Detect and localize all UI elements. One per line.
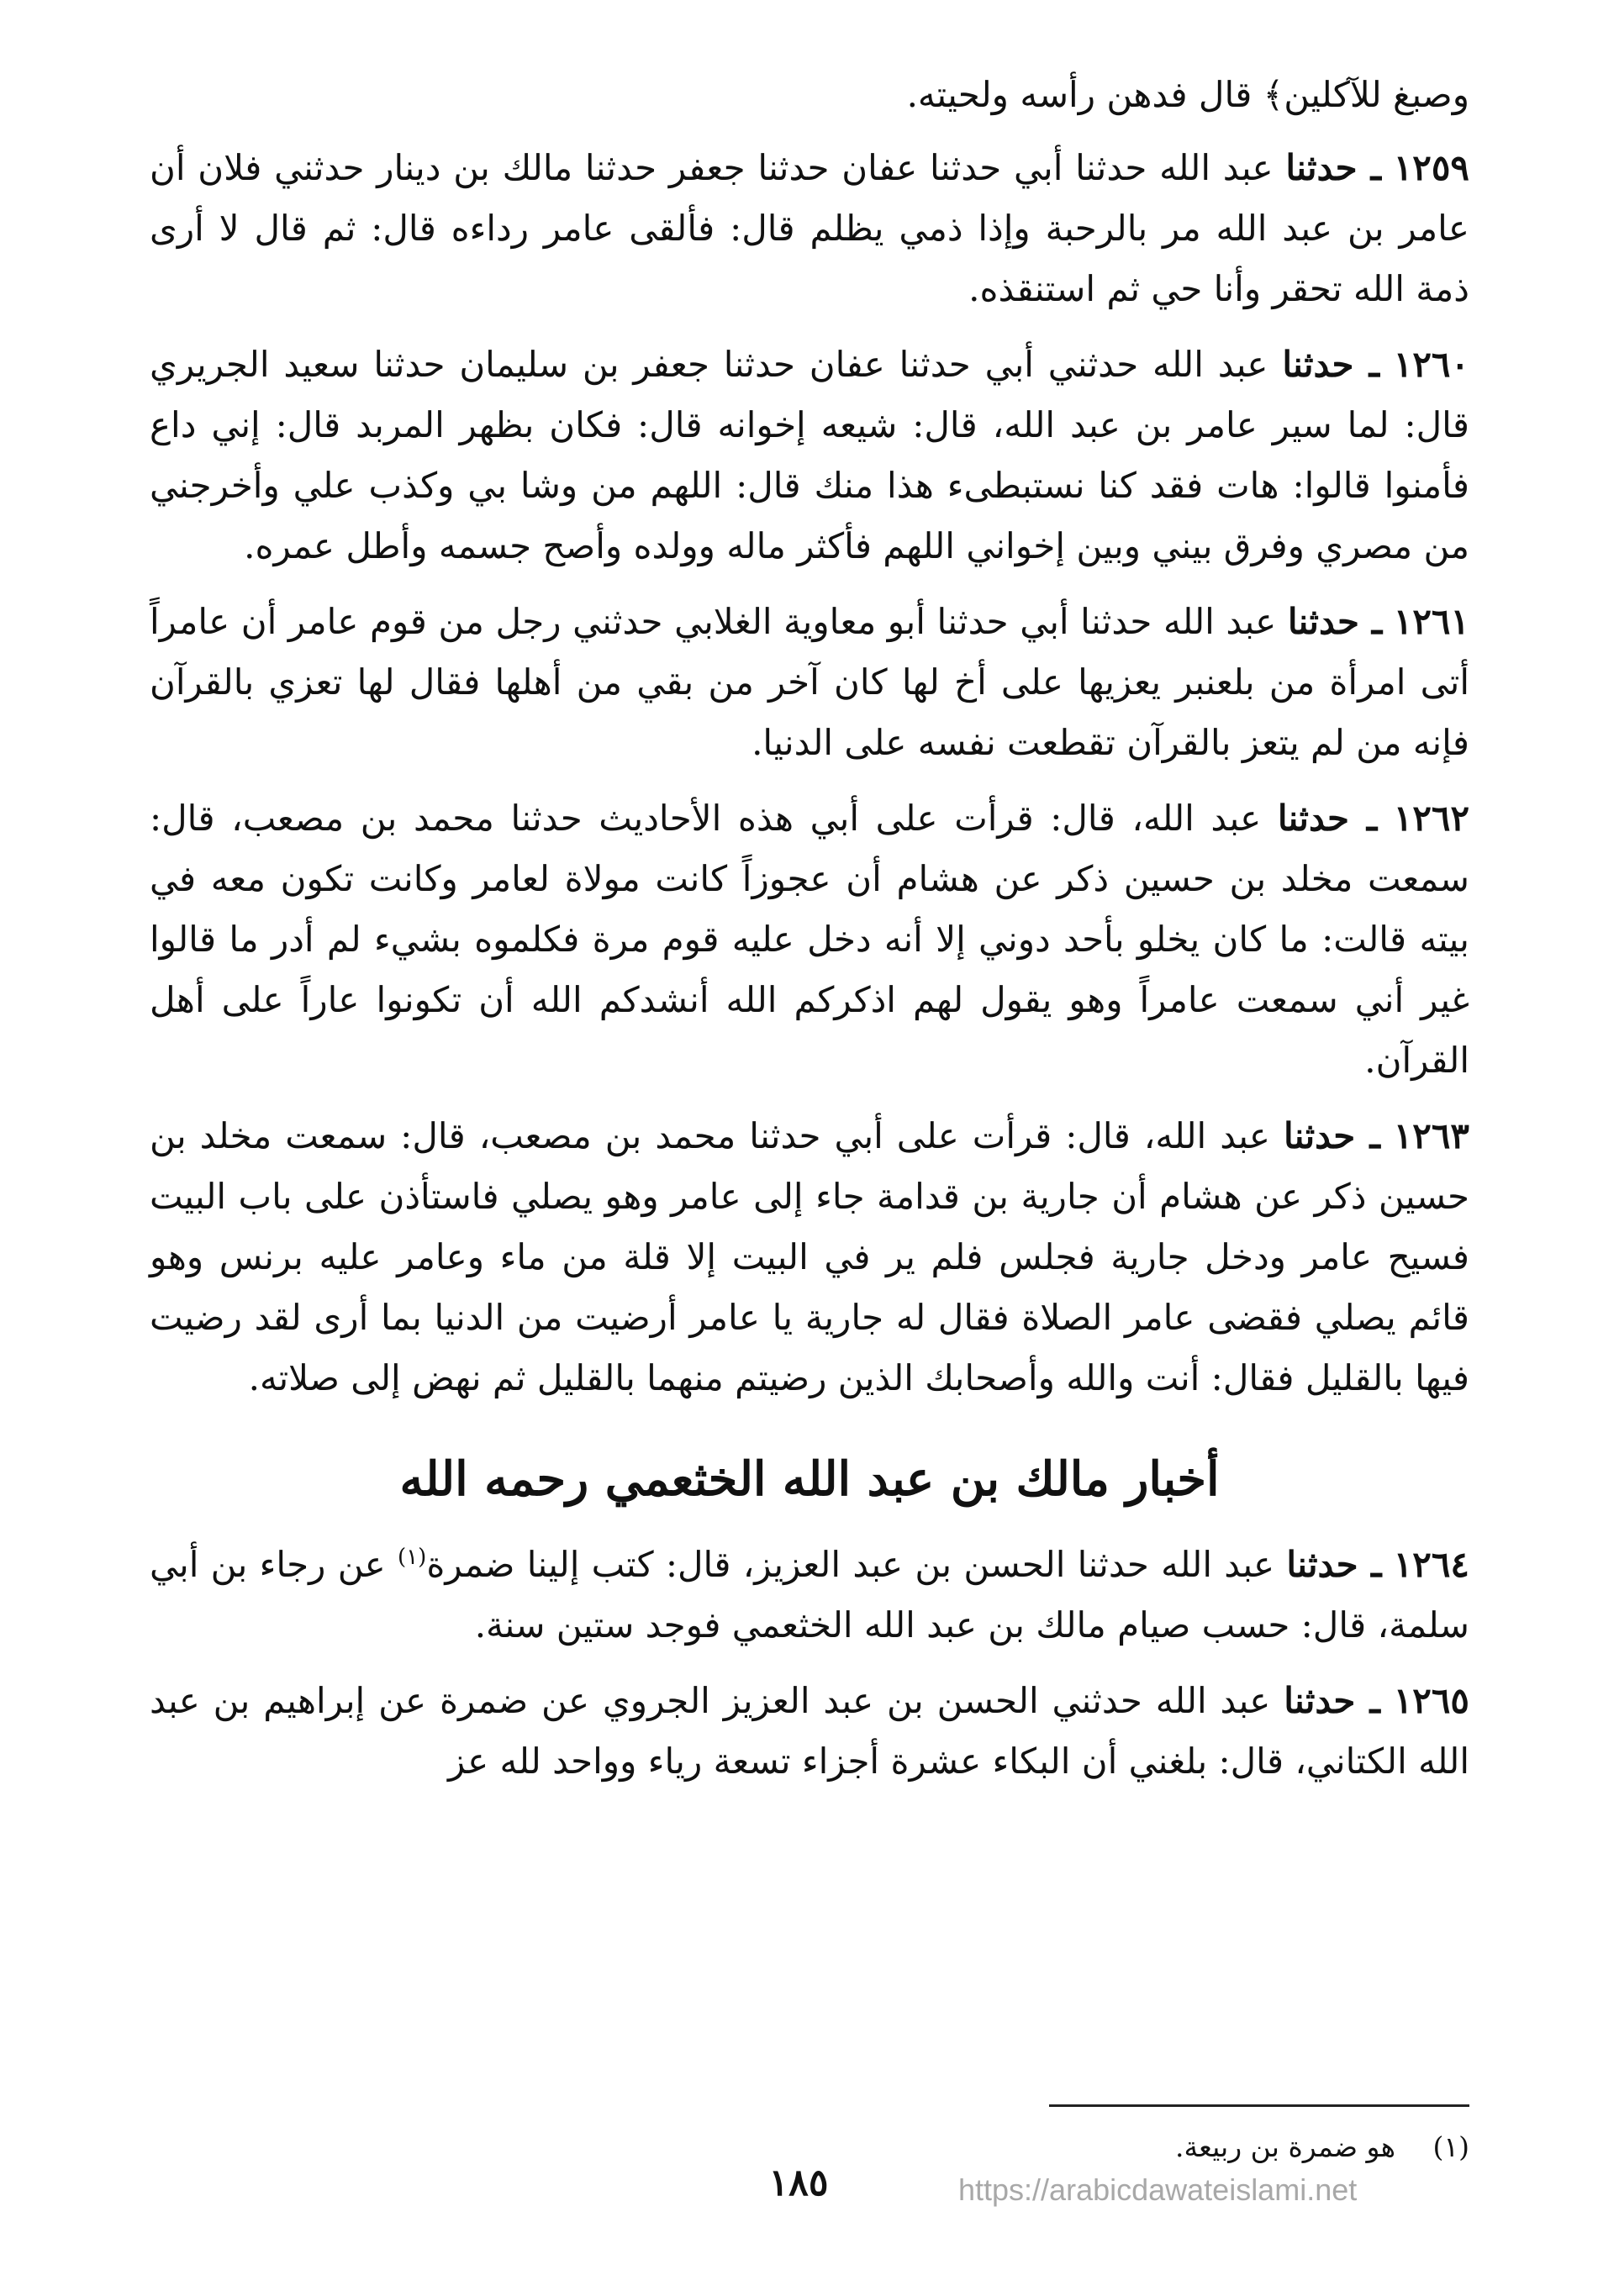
- entry-text: عبد الله، قال: قرأت على أبي حدثنا محمد بن مصعب، قال: سمعت مخلد بن حسين ذكر عن هشام أن جارية بن قدامة جاء إلى عامر وهو يصلي فاستأذن على باب البيت فسيح عامر ودخل جارية فجلس فلم ير في البيت إلا قلة من ماء وعامر عليه برنس وهو قائم يصلي فقضى عامر الصلاة فقال له جارية يا عامر أرضيت من الدنيا بما أرى لقد رضيت فيها بالقليل فقال: أنت والله وأصحابك الذين رضيتم منهما بالقليل ثم نهض إلى صلاته.: [150, 1115, 1469, 1398]
- entry-number: ١٢٦٤: [1393, 1544, 1469, 1585]
- entry-head-word: ـ حدثنا: [1287, 601, 1383, 642]
- entry-head-word: ـ حدثنا: [1286, 1544, 1382, 1585]
- entry-text: عبد الله حدثنا أبي حدثنا عفان حدثنا جعفر حدثنا مالك بن دينار حدثني فلان أن عامر بن عبد الله مر بالرحبة وإذا ذمي يظلم قال: فألقى عامر رداءه قال: ثم قال لا أرى ذمة الله تحقر وأنا حي ثم استنقذه.: [150, 147, 1469, 309]
- page-number: ١٨٥: [768, 2162, 829, 2204]
- entry-head-word: ـ حدثنا: [1277, 798, 1378, 839]
- entry-number: ١٢٦٢: [1393, 798, 1469, 839]
- entry-text: عبد الله حدثنا أبي حدثنا أبو معاوية الغلابي حدثني رجل من قوم عامر أن عامراً أتى امرأة من بلعنبر يعزيها على أخ لها كان آخر من بقي من أهلها فقال لها تعزي بالقرآن فإنه من لم يتعز بالقرآن تقطعت نفسه على الدنيا.: [150, 601, 1469, 763]
- page-body: [150, 67, 1469, 1807]
- entry-head-word: ـ حدثنا: [1282, 344, 1379, 385]
- intro-line: وصبغ للآكلين﴾ قال فدهن رأسه ولحيته.: [906, 74, 1469, 115]
- entry-1261: [150, 592, 1469, 773]
- footnote-mark: (١): [1432, 2130, 1469, 2163]
- entry-number: ١٢٦٥: [1393, 1680, 1469, 1721]
- footnote-reference[interactable]: (١): [398, 1545, 427, 1570]
- entry-text: عبد الله، قال: قرأت على أبي هذه الأحاديث حدثنا محمد بن مصعب، قال: سمعت مخلد بن حسين ذكر عن هشام أن عجوزاً كانت مولاة لعامر وكانت تكون معه في بيته قالت: ما كان يخلو بأحد دوني إلا أنه دخل عليه قوم مرة فكلموه بشيء لم أدر ما قالوا غير أني سمعت عامراً وهو يقول لهم اذكركم الله أنشدكم الله أن تكونوا عاراً على أهل القرآن.: [150, 798, 1469, 1081]
- entry-1264: [150, 1535, 1469, 1656]
- footnote-text: هو ضمرة بن ربيعة.: [1175, 2130, 1396, 2163]
- entry-1265: [150, 1671, 1469, 1792]
- entry-head-word: ـ حدثنا: [1284, 1680, 1380, 1721]
- entry-number: ١٢٦٠: [1393, 344, 1470, 385]
- footnote-divider: [1049, 2104, 1469, 2107]
- section-heading: أخبار مالك بن عبد الله الخثعمي رحمه الله: [399, 1451, 1220, 1507]
- entry-number: ١٢٥٩: [1393, 147, 1469, 188]
- entry-1260: [150, 334, 1469, 577]
- entry-1259: [150, 138, 1469, 319]
- entry-1263: [150, 1106, 1469, 1409]
- entry-text: عبد الله حدثنا الحسن بن عبد العزيز، قال: كتب إلينا ضمرة: [426, 1544, 1275, 1585]
- entry-1262: [150, 788, 1469, 1091]
- entry-text: عبد الله حدثني الحسن بن عبد العزيز الجروي عن ضمرة عن إبراهيم بن عبد الله الكتاني، قال: بلغني أن البكاء عشرة أجزاء تسعة رياء وواحد لله عز: [150, 1680, 1469, 1782]
- watermark-url: https://arabicdawateislami.net: [958, 2172, 1358, 2207]
- entry-head-word: ـ حدثنا: [1285, 147, 1381, 188]
- entry-head-word: ـ حدثنا: [1284, 1115, 1380, 1156]
- entry-text: عبد الله حدثني أبي حدثنا عفان حدثنا جعفر بن سليمان حدثنا سعيد الجريري قال: لما سير عامر بن عبد الله، قال: شيعه إخوانه قال: فكان بظهر المربد قال: إني داع فأمنوا قالوا: هات فقد كنا نستبطىء هذا منك قال: اللهم من وشا بي وكذب علي وأخرجني من مصري وفرق بيني وبين إخواني اللهم فأكثر ماله وولده وأصح جسمه وأطل عمره.: [150, 344, 1469, 566]
- entry-number: ١٢٦٣: [1393, 1115, 1469, 1156]
- entry-text-continued: عن رجاء بن أبي سلمة، قال: حسب صيام مالك بن عبد الله الخثعمي فوجد ستين سنة.: [150, 1544, 1469, 1646]
- entry-number: ١٢٦١: [1393, 601, 1470, 642]
